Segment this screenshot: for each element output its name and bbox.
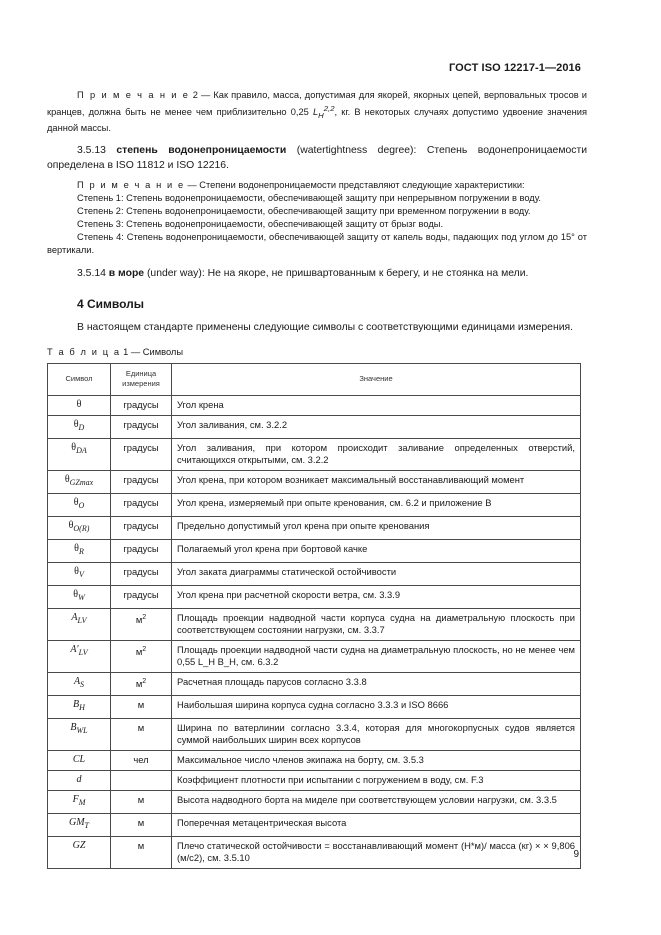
unit-cell: $м^2$ (111, 672, 172, 695)
symbol-cell: $\theta_{GZmax}$ (48, 470, 111, 493)
table-row (48, 750, 581, 770)
symbol-cell: $B_{WL}$ (48, 718, 111, 750)
symbol-cell: $GM_T$ (48, 813, 111, 836)
header-meaning: Значение (172, 363, 581, 395)
term-under-way: в море (108, 267, 145, 279)
unit-cell: градусы (111, 438, 172, 470)
term-watertightness: степень водонепроницаемости (116, 144, 287, 156)
table-caption: Т а б л и ц а 1 — Символы (47, 346, 184, 357)
page-number: 9 (573, 849, 579, 860)
symbol-cell: $A_{LV}$ (48, 608, 111, 640)
meaning-cell: Расчетная площадь парусов согласно 3.3.8 (172, 672, 581, 695)
symbol-cell: d (48, 770, 111, 790)
symbol-cell: $\theta_V$ (48, 562, 111, 585)
page-content (47, 89, 587, 869)
table-row (48, 395, 581, 415)
clause-3-5-13: 3.5.13 степень водонепроницаемости (watertightness degree): Степень водонепроницаемости определена в ISO 11812 и ISO 12216. (47, 144, 588, 171)
section-intro: В настоящем стандарте применены следующие символы с соответствующими единицами измерения. (77, 321, 574, 333)
unit-cell: градусы (111, 415, 172, 438)
unit-cell: градусы (111, 585, 172, 608)
unit-cell: градусы (111, 493, 172, 516)
symbol-cell: CL (48, 750, 111, 770)
meaning-cell: Максимальное число членов экипажа на борту, см. 3.5.3 (172, 750, 581, 770)
document-code: ГОСТ ISO 12217-1—2016 (448, 62, 581, 74)
degree-4: Степень 4: Степень водонепроницаемости, обеспечивающей защиту от капель воды, падающих под углом до 15° от вертикали. (47, 231, 587, 255)
meaning-cell: Угол крена, измеряемый при опыте кренования, см. 6.2 и приложение В (172, 493, 581, 516)
table-row (48, 770, 581, 790)
unit-cell: м (111, 695, 172, 718)
table-row (48, 585, 581, 608)
meaning-cell: Предельно допустимый угол крена при опыте кренования (172, 516, 581, 539)
section-title: 4 Символы (77, 296, 145, 311)
table-row (48, 672, 581, 695)
unit-cell (111, 770, 172, 790)
unit-cell: м (111, 790, 172, 813)
meaning-cell: Угол заливания, см. 3.2.2 (172, 415, 581, 438)
meaning-cell: Полагаемый угол крена при бортовой качке (172, 539, 581, 562)
unit-cell: м (111, 718, 172, 750)
header-symbol: Символ (48, 363, 111, 395)
table-row (48, 813, 581, 836)
header-unit: Единица измерения (111, 363, 172, 395)
table-row (48, 790, 581, 813)
table-row (48, 640, 581, 672)
symbol-cell: GZ (48, 836, 111, 868)
unit-cell: градусы (111, 562, 172, 585)
meaning-cell: Высота надводного борта на миделе при соответствующем условии нагрузки, см. 3.3.5 (172, 790, 581, 813)
meaning-cell: Поперечная метацентрическая высота (172, 813, 581, 836)
unit-cell: м (111, 813, 172, 836)
meaning-cell: Коэффициент плотности при испытании с погружением в воду, см. F.3 (172, 770, 581, 790)
table-row (48, 493, 581, 516)
table-header-row (48, 363, 581, 395)
note-label: П р и м е ч а н и е (77, 90, 190, 100)
table-row (48, 539, 581, 562)
symbol-cell: $\theta_O$ (48, 493, 111, 516)
note-2: П р и м е ч а н и е 2 — Как правило, масса, допустимая для якорей, якорных цепей, верповальных тросов и кранцев, должна быть не менее чем приблизительно 0,25 $L_H^{2,2}$, кг. В некоторых случаях допустимо удвоение значения данной массы. (47, 90, 587, 133)
note-watertightness: П р и м е ч а н и е — Степени водонепроницаемости представляют следующие характеристики: Степень 1: Степень водонепроницаемости, обеспечивающей защиту при непрерывном погружении в воду. Степень 2: Степень водонепроницаемости, обеспечивающей защиту при временном погружении в воду. Степень 3: Степень водонепроницаемости, обеспечивающей защиту от брызг воды. Степень 4: Степень водонепроницаемости, обеспечивающей защиту от капель воды, падающих под углом до 15° от вертикали. (47, 179, 587, 255)
table-row (48, 438, 581, 470)
symbol-cell: $A'_{LV}$ (48, 640, 111, 672)
symbols-table (47, 363, 581, 869)
unit-cell: чел (111, 750, 172, 770)
meaning-cell: Наибольшая ширина корпуса судна согласно 3.3.3 и ISO 8666 (172, 695, 581, 718)
meaning-cell: Угол заката диаграммы статической остойчивости (172, 562, 581, 585)
table-row (48, 608, 581, 640)
unit-cell: градусы (111, 539, 172, 562)
degree-3: Степень 3: Степень водонепроницаемости, обеспечивающей защиту от брызг воды. (77, 218, 444, 229)
table-row (48, 836, 581, 868)
unit-cell: градусы (111, 470, 172, 493)
meaning-cell: Угол заливания, при котором происходит заливание определенных отверстий, считающихся открытыми, см. 3.2.2 (172, 438, 581, 470)
symbol-cell: $\theta_{O(R)}$ (48, 516, 111, 539)
symbol-cell: $F_M$ (48, 790, 111, 813)
degree-2: Степень 2: Степень водонепроницаемости, обеспечивающей защиту при временном погружении в воду. (77, 205, 531, 216)
table-row (48, 718, 581, 750)
unit-cell: $м^2$ (111, 640, 172, 672)
degree-1: Степень 1: Степень водонепроницаемости, обеспечивающей защиту при непрерывном погружении в воду. (77, 192, 542, 203)
meaning-cell: Угол крена при расчетной скорости ветра, см. 3.3.9 (172, 585, 581, 608)
unit-cell: м (111, 836, 172, 868)
clause-3-5-14: 3.5.14 в море (under way): Не на якоре, не пришвартованным к берегу, и не стоянка на мели. (77, 267, 529, 279)
table-row (48, 415, 581, 438)
table-row (48, 695, 581, 718)
meaning-cell: Плечо статической остойчивости = восстанавливающий момент (Н*м)/ масса (кг) × × 9,806 (м/с2), см. 3.5.10 (172, 836, 581, 868)
table-row (48, 470, 581, 493)
symbol-cell: $\theta_W$ (48, 585, 111, 608)
unit-cell: градусы (111, 516, 172, 539)
unit-cell: градусы (111, 395, 172, 415)
meaning-cell: Ширина по ватерлинии согласно 3.3.4, которая для многокорпусных судов является суммой наибольших ширин всех корпусов (172, 718, 581, 750)
symbol-cell: $\theta_R$ (48, 539, 111, 562)
meaning-cell: Площадь проекции надводной части корпуса судна на диаметральную плоскость при соответствующем состоянии нагрузки, см. 3.3.7 (172, 608, 581, 640)
meaning-cell: Угол крена (172, 395, 581, 415)
symbol-cell: $A_S$ (48, 672, 111, 695)
table-row (48, 562, 581, 585)
table-row (48, 516, 581, 539)
meaning-cell: Площадь проекции надводной части судна на диаметральную плоскость, но не менее чем 0,55 L_H B_H, см. 6.3.2 (172, 640, 581, 672)
symbol-cell: $\theta_D$ (48, 415, 111, 438)
symbol-cell: $B_H$ (48, 695, 111, 718)
unit-cell: $м^2$ (111, 608, 172, 640)
symbol-cell: $\theta_{DA}$ (48, 438, 111, 470)
meaning-cell: Угол крена, при котором возникает максимальный восстанавливающий момент (172, 470, 581, 493)
table-body (48, 395, 581, 868)
symbol-cell: θ (48, 395, 111, 415)
